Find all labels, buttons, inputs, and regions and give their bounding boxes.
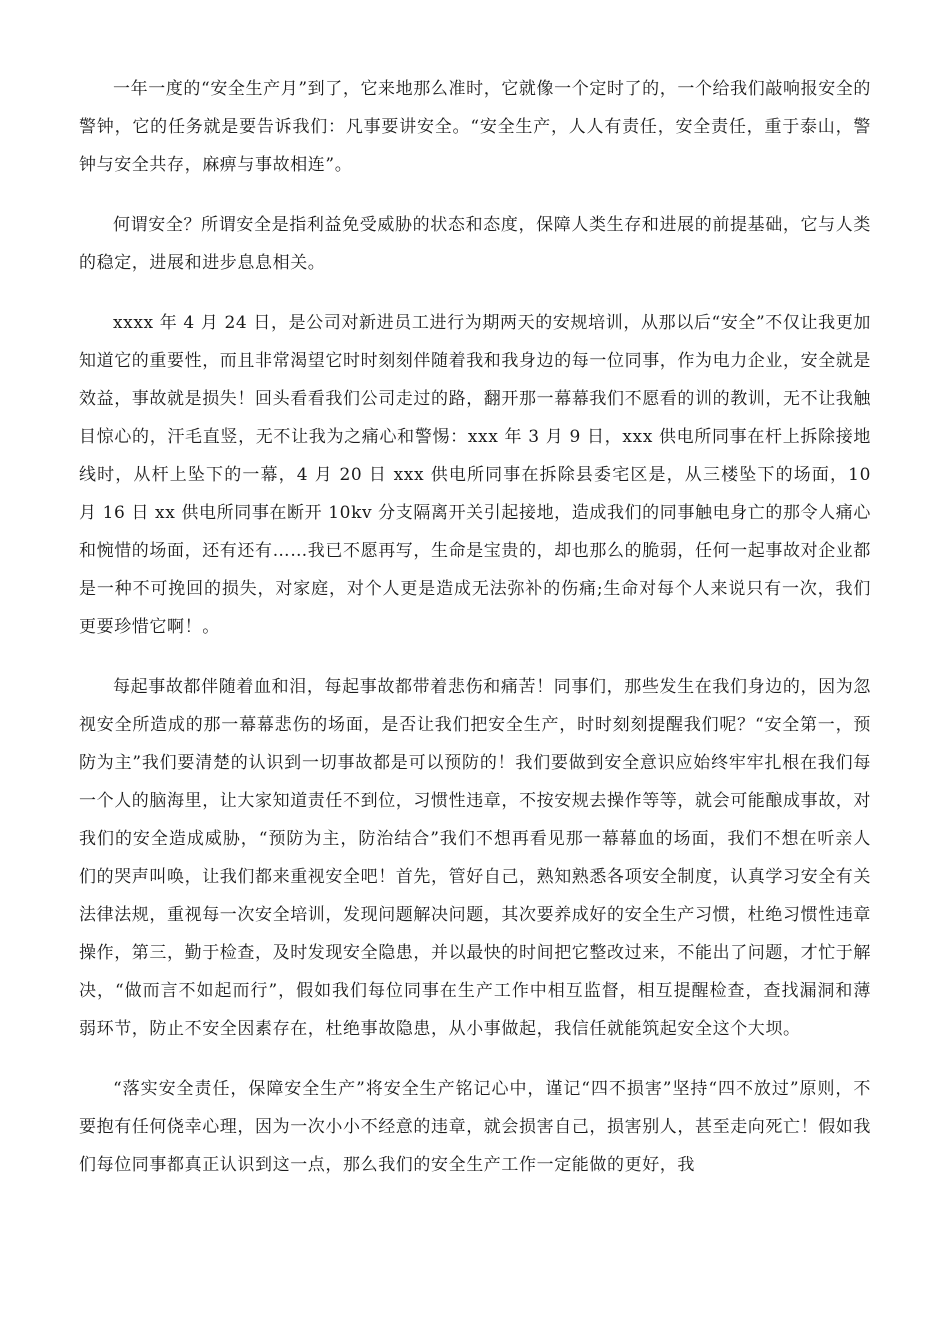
- document-body: [79, 70, 871, 1206]
- paragraph-3: xxxx 年 4 月 24 日，是公司对新进员工进行为期两天的安规培训，从那以后“安全”不仅让我更加知道它的重要性，而且非常渴望它时时刻刻伴随着我和我身边的每一位同事，作为电力企业，安全就是效益，事故就是损失！回头看看我们公司走过的路，翻开那一幕幕我们不愿看的训的教训，无不让我触目惊心的，汗毛直竖，无不让我为之痛心和警惕：xxx 年 3 月 9 日，xxx 供电所同事在杆上拆除接地线时，从杆上坠下的一幕，4 月 20 日 xxx 供电所同事在拆除县委宅区是，从三楼坠下的场面，10 月 16 日 xx 供电所同事在断开 10kv 分支隔离开关引起接地，造成我们的同事触电身亡的那令人痛心和惋惜的场面，还有还有……我已不愿再写，生命是宝贵的，却也那么的脆弱，任何一起事故对企业都是一种不可挽回的损失，对家庭，对个人更是造成无法弥补的伤痛;生命对每个人来说只有一次，我们更要珍惜它啊！。: [79, 313, 871, 637]
- paragraph-2: 何谓安全？所谓安全是指利益免受威胁的状态和态度，保障人类生存和进展的前提基础，它与人类的稳定，进展和进步息息相关。: [79, 215, 871, 273]
- paragraph-1: 一年一度的“安全生产月”到了，它来地那么准时，它就像一个定时了的，一个给我们敲响报安全的警钟，它的任务就是要告诉我们：凡事要讲安全。“安全生产，人人有责任，安全责任，重于泰山，警钟与安全共存，麻痹与事故相连”。: [79, 79, 871, 175]
- paragraph-5: “落实安全责任，保障安全生产”将安全生产铭记心中，谨记“四不损害”坚持“四不放过”原则，不要抱有任何侥幸心理，因为一次小小不经意的违章，就会损害自己，损害别人，甚至走向死亡！假如我们每位同事都真正认识到这一点，那么我们的安全生产工作一定能做的更好，我: [79, 1079, 871, 1175]
- paragraph-4: 每起事故都伴随着血和泪，每起事故都带着悲伤和痛苦！同事们，那些发生在我们身边的，因为忽视安全所造成的那一幕幕悲伤的场面，是否让我们把安全生产，时时刻刻提醒我们呢？“安全第一，预防为主”我们要清楚的认识到一切事故都是可以预防的！我们要做到安全意识应始终牢牢扎根在我们每一个人的脑海里，让大家知道责任不到位，习惯性违章，不按安规去操作等等，就会可能酿成事故，对我们的安全造成威胁，“预防为主，防治结合”我们不想再看见那一幕幕血的场面，我们不想在听亲人们的哭声叫唤，让我们都来重视安全吧！首先，管好自己，熟知熟悉各项安全制度，认真学习安全有关法律法规，重视每一次安全培训，发现问题解决问题，其次要养成好的安全生产习惯，杜绝习惯性违章操作，第三，勤于检查，及时发现安全隐患，并以最快的时间把它整改过来，不能出了问题，才忙于解决，“做而言不如起而行”，假如我们每位同事在生产工作中相互监督，相互提醒检查，查找漏洞和薄弱环节，防止不安全因素存在，杜绝事故隐患，从小事做起，我信任就能筑起安全这个大坝。: [79, 677, 871, 1039]
